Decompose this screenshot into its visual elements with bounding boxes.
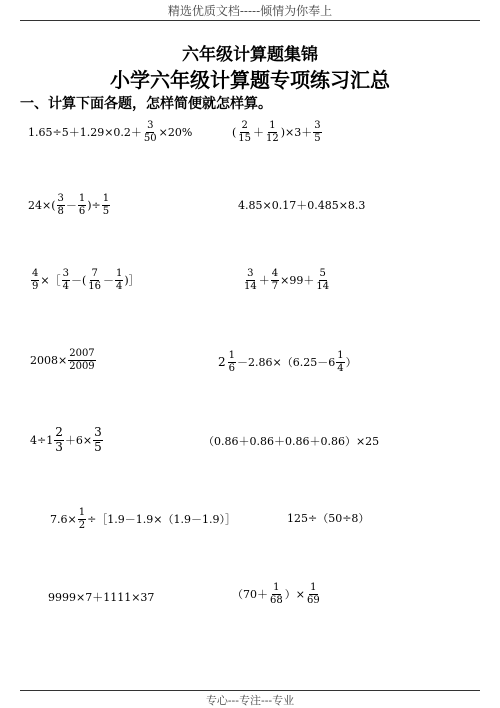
fraction-numerator: 1	[78, 507, 86, 518]
fraction	[57, 193, 65, 217]
fraction	[62, 268, 70, 292]
page-title: 六年级计算题集锦	[182, 45, 318, 65]
fraction-denominator: 5	[102, 205, 110, 217]
problem-text: －(	[70, 273, 87, 287]
fraction-denominator: 9	[32, 280, 39, 292]
fraction-numerator: 1	[269, 120, 276, 131]
fraction-denominator: 4	[337, 362, 344, 374]
section-heading: 一、计算下面各题，怎样简便就怎样算。	[20, 96, 272, 112]
fraction-numerator: 7	[91, 268, 98, 279]
fraction	[102, 193, 110, 217]
problem-14	[232, 582, 322, 606]
fraction-denominator: 14	[316, 280, 330, 292]
fraction	[78, 507, 86, 531]
problem-text: （70＋	[232, 587, 268, 601]
fraction	[315, 268, 330, 292]
fraction-denominator: 4	[62, 280, 69, 292]
problem-text: )×3＋	[280, 125, 313, 139]
fraction-numerator: 1	[273, 582, 280, 593]
page-header: 精选优质文档-----倾情为你奉上	[167, 4, 333, 18]
fraction-denominator: 5	[314, 132, 321, 144]
header-divider	[20, 20, 480, 21]
fraction-denominator: 69	[306, 594, 320, 606]
problem-text: ×［	[40, 273, 61, 287]
problem-10	[203, 436, 379, 447]
fraction-numerator: 3	[147, 120, 154, 131]
fraction	[228, 350, 236, 374]
problem-9	[30, 426, 104, 455]
fraction-numerator: 2	[241, 120, 248, 131]
fraction-denominator: 4	[116, 280, 123, 292]
fraction-denominator: 2009	[69, 360, 95, 372]
fraction	[87, 268, 102, 292]
fraction	[269, 582, 284, 606]
fraction-numerator: 2007	[69, 348, 95, 359]
fraction-denominator: 12	[266, 132, 279, 144]
problem-text: ×99＋	[280, 273, 315, 287]
fraction-numerator: 1	[102, 193, 110, 204]
fraction-numerator: 1	[228, 350, 236, 361]
problem-text: )］	[124, 273, 140, 287]
fraction-denominator: 6	[228, 362, 236, 374]
fraction-numerator: 3	[94, 425, 102, 439]
problem-4	[238, 200, 365, 211]
problem-text: ）	[345, 355, 357, 369]
problem-text: )÷	[87, 198, 101, 212]
fraction	[271, 268, 279, 292]
fraction-denominator: 5	[94, 439, 102, 454]
fraction-denominator: 8	[57, 205, 64, 217]
problem-text: 2008×	[30, 353, 68, 367]
fraction-denominator: 68	[270, 594, 283, 606]
fraction	[243, 268, 258, 292]
problem-text: ＋	[253, 125, 265, 139]
problem-text: －2.86×（6.25－6	[237, 355, 336, 369]
mixed-number-whole: 2	[218, 355, 226, 369]
fraction	[78, 193, 86, 217]
problem-text: （0.86＋0.86＋0.86＋0.86）×25	[203, 435, 380, 448]
fraction-numerator: 1	[116, 268, 123, 279]
fraction	[306, 582, 321, 606]
fraction-numerator: 1	[310, 582, 317, 593]
fraction	[31, 268, 39, 292]
problem-text: 7.6×	[50, 512, 77, 526]
problem-text: (	[232, 125, 237, 139]
fraction-numerator: 3	[57, 193, 64, 204]
fraction-denominator: 3	[55, 439, 63, 454]
fraction-denominator: 2	[78, 519, 86, 531]
problem-text: ）×	[284, 587, 305, 601]
problem-text: 4.85×0.17＋0.485×8.3	[238, 199, 366, 212]
problem-text: －	[103, 273, 114, 287]
problem-text: ×20%	[158, 125, 193, 139]
problem-8	[218, 350, 357, 374]
fraction	[237, 120, 252, 144]
problem-12	[287, 513, 369, 524]
fraction-numerator: 3	[247, 268, 254, 279]
problem-5	[30, 268, 140, 292]
fraction-denominator: 16	[88, 280, 101, 292]
fraction-numerator: 1	[78, 193, 86, 204]
problem-text: －	[65, 198, 77, 212]
problem-2	[232, 120, 323, 144]
problem-text: ＋	[258, 273, 270, 287]
fraction-denominator: 50	[143, 132, 157, 144]
fraction-denominator: 7	[271, 280, 279, 292]
fraction-numerator: 2	[55, 425, 63, 439]
fraction	[265, 120, 280, 144]
problem-text: ÷［1.9－1.9×（1.9－1.9）］	[87, 512, 237, 526]
fraction	[68, 348, 95, 372]
page-footer: 专心---专注---专业	[205, 694, 295, 707]
footer-divider	[20, 690, 480, 691]
fraction-denominator: 14	[244, 280, 257, 292]
fraction-numerator: 4	[271, 268, 279, 279]
problem-text: 125÷（50÷8）	[287, 512, 370, 525]
fraction	[115, 268, 123, 292]
fraction-denominator: 15	[238, 132, 252, 144]
problem-6	[242, 268, 331, 292]
fraction-numerator: 3	[314, 120, 321, 131]
fraction	[93, 426, 103, 455]
problem-13	[48, 592, 154, 603]
problem-1	[28, 120, 192, 144]
problem-7	[30, 348, 97, 372]
fraction	[336, 350, 344, 374]
fraction-numerator: 1	[337, 350, 344, 361]
problem-text: 9999×7＋1111×37	[48, 591, 155, 604]
problem-11	[50, 507, 236, 531]
page-subtitle: 小学六年级计算题专项练习汇总	[110, 68, 390, 92]
fraction-numerator: 3	[62, 268, 69, 279]
problem-text: ＋6×	[64, 433, 93, 447]
fraction-numerator: 5	[319, 268, 326, 279]
problem-3	[28, 193, 111, 217]
fraction-denominator: 6	[78, 205, 86, 217]
problem-text: 1.65÷5＋1.29×0.2＋	[28, 125, 142, 139]
problem-text: 4÷1	[30, 433, 54, 447]
fraction	[143, 120, 158, 144]
fraction-numerator: 4	[32, 268, 39, 279]
fraction	[313, 120, 321, 144]
fraction	[54, 426, 64, 455]
problem-text: 24×(	[28, 198, 56, 212]
